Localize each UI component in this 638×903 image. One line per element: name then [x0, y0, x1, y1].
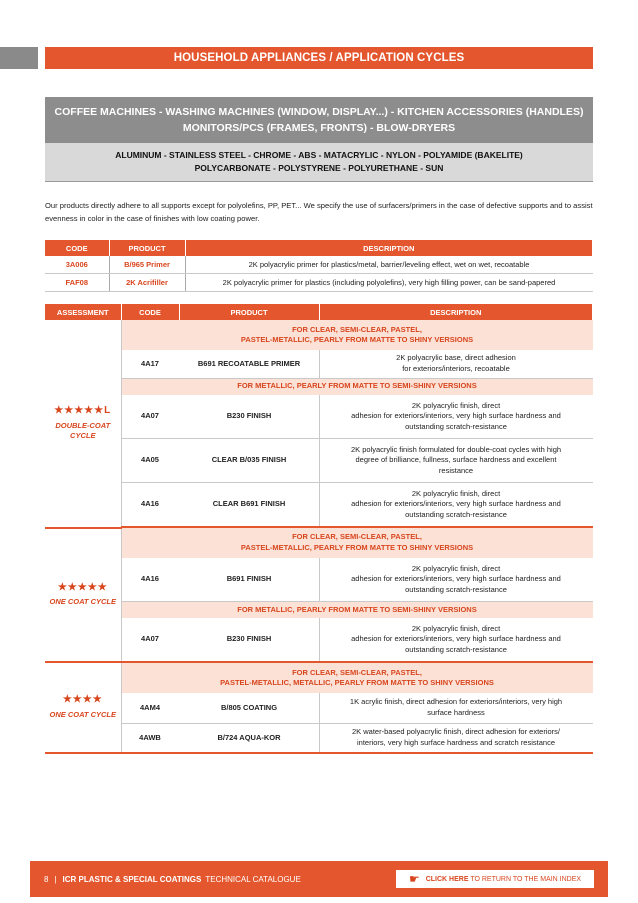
description-line: adhesion for exteriors/interiors, very high surface hardness and	[351, 499, 561, 508]
page-number: 8	[44, 874, 49, 884]
subheader-line: PASTEL-METALLIC, METALLIC, PEARLY FROM MATTE TO SHINY VERSIONS	[220, 678, 494, 687]
version-subheader: FOR METALLIC, PEARLY FROM MATTE TO SEMI-SHINY VERSIONS	[121, 378, 593, 395]
description-line: for exteriors/interiors, recoatable	[402, 363, 510, 373]
cycle-product: B691 RECOATABLE PRIMER	[179, 350, 319, 378]
assessment-cell	[45, 320, 121, 528]
star-rating: ★★★★★L	[54, 405, 112, 416]
subheader-line: FOR CLEAR, SEMI-CLEAR, PASTEL,	[292, 324, 422, 334]
cycle-description	[319, 395, 593, 439]
cycle-code: 4A16	[121, 558, 179, 602]
applications-line-2: MONITORS/PCS (FRAMES, FRONTS) - BLOW-DRYERS	[182, 122, 456, 134]
description-line: 2K polyacrylic finish formulated for double-coat cycles with high	[350, 444, 562, 454]
description-line: 2K polyacrylic finish, direct	[411, 488, 501, 498]
cycle-product: CLEAR B691 FINISH	[179, 483, 319, 527]
subheader-line: PASTEL-METALLIC, PEARLY FROM MATTE TO SHINY VERSIONS	[240, 335, 474, 344]
cycle-product: B230 FINISH	[179, 618, 319, 662]
description-line: resistance	[438, 465, 474, 475]
cycle-code: 4AM4	[121, 693, 179, 723]
subheader-line: FOR CLEAR, SEMI-CLEAR, PASTEL,	[292, 667, 422, 677]
header-description: DESCRIPTION	[185, 240, 593, 256]
subheader-line: PASTEL-METALLIC, PEARLY FROM MATTE TO SHINY VERSIONS	[240, 542, 474, 552]
cycle-product: B691 FINISH	[179, 558, 319, 602]
intro-paragraph: Our products directly adhere to all supports except for polyolefins, PP, PET... We specify the use of surfacers/primers in the case of defective supports and to assist evenness in color in the case of finishes with low coating power.	[45, 201, 593, 223]
version-subheader	[121, 528, 593, 558]
star-rating: ★★★★★	[57, 581, 108, 593]
header-description: DESCRIPTION	[319, 304, 593, 320]
header-code: CODE	[121, 304, 179, 320]
primer-code: FAF08	[45, 274, 109, 292]
footer-separator: |	[54, 874, 57, 884]
cycle-description	[319, 350, 593, 378]
description-line: 2K polyacrylic finish, direct	[411, 563, 501, 573]
primer-description: 2K polyacrylic primer for plastics (including polyolefins), very high filling power, can be sand-papered	[185, 274, 593, 292]
cycle-code: 4AWB	[121, 723, 179, 753]
return-to-index-button[interactable]	[396, 870, 594, 888]
header-code: CODE	[45, 240, 109, 256]
cycles-table	[45, 304, 593, 754]
description-line: interiors, very high surface hardness and scratch resistance	[356, 737, 555, 747]
catalogue-suffix: TECHNICAL CATALOGUE	[205, 874, 301, 884]
table-row	[45, 274, 593, 292]
subheader-line: FOR CLEAR, SEMI-CLEAR, PASTEL,	[292, 532, 422, 541]
table-row	[45, 723, 593, 753]
materials-box	[45, 143, 593, 182]
cycle-description	[319, 618, 593, 662]
cycle-type: DOUBLE-COAT CYCLE	[55, 420, 111, 440]
star-rating: ★★★★	[62, 694, 103, 706]
cycle-code: 4A07	[121, 618, 179, 662]
applications-line-1: COFFEE MACHINES - WASHING MACHINES (WINDOW, DISPLAY...) - KITCHEN ACCESSORIES (HANDLES)	[54, 106, 584, 118]
return-label: TO RETURN TO THE MAIN INDEX	[470, 875, 582, 883]
primer-product: B/965 Primer	[109, 256, 185, 274]
description-line: outstanding scratch-resistance	[405, 509, 507, 519]
table-row	[45, 483, 593, 527]
click-here-label: CLICK HERE	[425, 875, 469, 883]
header-assessment: ASSESSMENT	[45, 304, 121, 320]
cycle-product: B230 FINISH	[179, 395, 319, 439]
cycle-code: 4A05	[121, 439, 179, 483]
footer-bar	[30, 861, 608, 897]
table-row	[45, 350, 593, 378]
description-line: adhesion for exteriors/interiors, very high surface hardness and	[351, 574, 561, 583]
version-subheader	[121, 320, 593, 350]
cycle-product: B/724 AQUA-KOR	[179, 723, 319, 753]
cycle-product: CLEAR B/035 FINISH	[179, 439, 319, 483]
cycle-code: 4A07	[121, 395, 179, 439]
description-line: 2K polyacrylic finish, direct	[411, 400, 501, 410]
header-product: PRODUCT	[179, 304, 319, 320]
version-subheader: FOR METALLIC, PEARLY FROM MATTE TO SEMI-SHINY VERSIONS	[121, 602, 593, 619]
version-subheader	[121, 662, 593, 693]
cycle-description	[319, 483, 593, 527]
cycle-code: 4A16	[121, 483, 179, 527]
cycle-type: ONE COAT CYCLE	[49, 597, 117, 606]
description-line: degree of brilliance, fullness, surface hardness and excellent	[355, 455, 557, 465]
cycle-code: 4A17	[121, 350, 179, 378]
cycle-description	[319, 439, 593, 483]
pointing-hand-icon: ☛	[408, 872, 420, 886]
description-line: 2K polyacrylic base, direct adhesion	[396, 353, 516, 363]
page-tab-marker	[0, 47, 38, 69]
materials-line-1: ALUMINUM - STAINLESS STEEL - CHROME - ABS - MATACRYLIC - NYLON - POLYAMIDE (BAKELITE)	[115, 150, 523, 160]
description-line: outstanding scratch-resistance	[405, 584, 507, 594]
table-row	[45, 618, 593, 662]
catalogue-name: ICR PLASTIC & SPECIAL COATINGS	[62, 874, 202, 884]
table-row	[45, 439, 593, 483]
primer-code: 3A006	[45, 256, 109, 274]
cycle-product: B/805 COATING	[179, 693, 319, 723]
description-line: outstanding scratch-resistance	[405, 421, 507, 431]
description-line: 2K water-based polyacrylic finish, direct adhesion for exteriors/	[351, 727, 560, 737]
table-row	[45, 558, 593, 602]
primer-product: 2K Acrifiller	[109, 274, 185, 292]
assessment-cell	[45, 662, 121, 753]
cycle-type: ONE COAT CYCLE	[49, 709, 117, 719]
description-line: 2K polyacrylic finish, direct	[411, 623, 501, 633]
table-row	[45, 256, 593, 274]
description-line: surface hardness	[427, 707, 485, 717]
table-row	[45, 395, 593, 439]
cycle-description	[319, 558, 593, 602]
primers-table	[45, 240, 593, 292]
footer-catalogue	[44, 861, 301, 897]
materials-line-2: POLYCARBONATE - POLYSTYRENE - POLYURETHANE - SUN	[194, 163, 444, 173]
description-line: 1K acrylic finish, direct adhesion for exteriors/interiors, very high	[349, 697, 563, 707]
description-line: adhesion for exteriors/interiors, very high surface hardness and	[351, 634, 561, 644]
section-banner: HOUSEHOLD APPLIANCES / APPLICATION CYCLES	[45, 47, 593, 69]
cycle-description	[319, 723, 593, 753]
description-line: outstanding scratch-resistance	[405, 644, 507, 654]
description-line: adhesion for exteriors/interiors, very high surface hardness and	[351, 411, 561, 420]
table-row	[45, 693, 593, 723]
primer-description: 2K polyacrylic primer for plastics/metal, barrier/leveling effect, wet on wet, recoatable	[185, 256, 593, 274]
assessment-cell	[45, 528, 121, 663]
applications-box	[45, 97, 593, 143]
header-product: PRODUCT	[109, 240, 185, 256]
cycle-description	[319, 693, 593, 723]
